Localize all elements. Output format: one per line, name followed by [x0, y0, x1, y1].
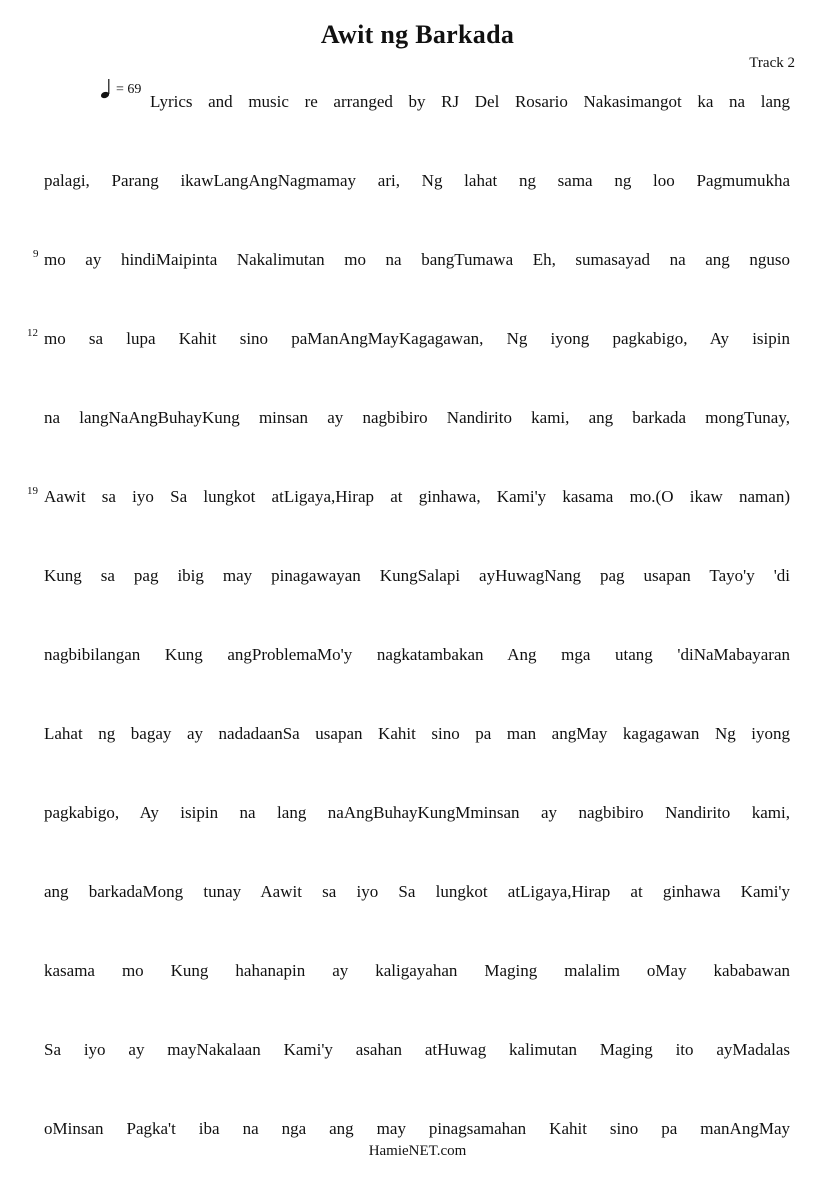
- lyric-line-13: Sa iyo ay mayNakalaan Kami'y asahan atHuwag kalimutan Maging ito ayMadalas: [44, 1040, 790, 1059]
- lyric-line-10: pagkabigo, Ay isipin na lang naAngBuhayKungMminsan ay nagbibiro Nandirito kami,: [44, 803, 790, 822]
- lyric-line-8: nagbibilangan Kung angProblemaMo'y nagkatambakan Ang mga utang 'diNaMabayaran: [44, 645, 790, 664]
- measure-number: 12: [27, 327, 38, 339]
- lyric-line-2: palagi, Parang ikawLangAngNagmamay ari, Ng lahat ng sama ng loo Pagmumukha: [44, 171, 790, 190]
- footer-credit: HamieNET.com: [368, 1143, 467, 1159]
- tempo-value: = 69: [116, 82, 142, 97]
- lyric-line-6: Aawit sa iyo Sa lungkot atLigaya,Hirap at ginhawa, Kami'y kasama mo.(O ikaw naman): [44, 487, 790, 506]
- measure-number: 9: [33, 248, 39, 260]
- lyric-line-1: Lyrics and music re arranged by RJ Del Rosario Nakasimangot ka na lang: [150, 92, 790, 111]
- page-title: Awit ng Barkada: [320, 20, 515, 49]
- lyric-line-4: mo sa lupa Kahit sino paManAngMayKagagawan, Ng iyong pagkabigo, Ay isipin: [44, 329, 790, 348]
- lyric-line-9: Lahat ng bagay ay nadadaanSa usapan Kahit sino pa man angMay kagagawan Ng iyong: [44, 724, 790, 743]
- lyric-line-11: ang barkadaMong tunay Aawit sa iyo Sa lungkot atLigaya,Hirap at ginhawa Kami'y: [44, 882, 790, 901]
- lyric-line-5: na langNaAngBuhayKung minsan ay nagbibiro Nandirito kami, ang barkada mongTunay,: [44, 408, 790, 427]
- quarter-note-icon: [100, 78, 114, 100]
- measure-number: 19: [27, 485, 38, 497]
- lyric-line-7: Kung sa pag ibig may pinagawayan KungSalapi ayHuwagNang pag usapan Tayo'y 'di: [44, 566, 790, 585]
- lyric-line-14: oMinsan Pagka't iba na nga ang may pinagsamahan Kahit sino pa manAngMay: [44, 1119, 790, 1138]
- lyric-line-3: mo ay hindiMaipinta Nakalimutan mo na bangTumawa Eh, sumasayad na ang nguso: [44, 250, 790, 269]
- lyric-line-12: kasama mo Kung hahanapin ay kaligayahan Maging malalim oMay kababawan: [44, 961, 790, 980]
- track-label: Track 2: [749, 55, 795, 71]
